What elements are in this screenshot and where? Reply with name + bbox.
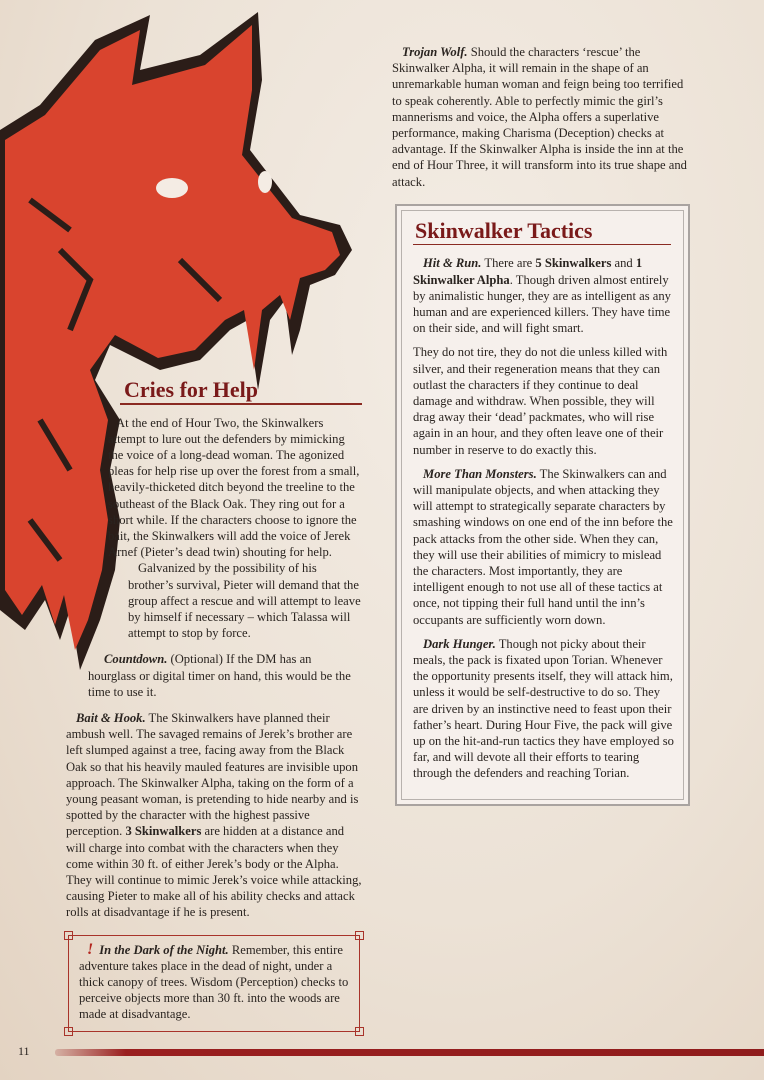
countdown-text: (Optional) If the DM has an hourglass or digital timer on hand, this would be the time to use it. xyxy=(88,652,351,699)
dark-hunger-paragraph xyxy=(413,636,674,782)
title-rule xyxy=(120,403,362,405)
page-number: 11 xyxy=(18,1044,30,1058)
trojan-wolf-text: Should the characters ‘rescue’ the Skinwalker Alpha, it will remain in the shape of an unremarkable human woman and feign being too terrified to speak coherently. Able to perfectly mimic the girl’s mannerisms and voice, the Alpha offers a superlative performance, making Charisma (Deception) checks at advantage. If the Skinwalker Alpha is inside the inn at the end of Hour Three, it will transform into its true shape and attack. xyxy=(392,45,687,189)
bait-text-b: are hidden at a distance and will charge into combat with the characters when they come within 30 ft. of either Jerek’s body or the Alpha. They will continue to mimic Jerek’s voice while attacking, causing Pieter to make all of his ability checks and attack rolls at disadvantage if he is present. xyxy=(66,824,362,920)
text: . Though driven almost entirely by animalistic hunger, they are as intelligent as any human and are experienced killers. They have time on their side, and will fight smart. xyxy=(413,272,671,336)
more-text: The Skinwalkers can and will manipulate objects, and when attacking they will attempt to strategically separate characters by smashing windows on one end of the inn before the pack attacks from the other side. When they can, they will use their abilities of mimicry to mislead the characters. Most importantly, they are intelligent enough to not use all of these tactics at once, not tipping their full hand until the inn’s occupants are sufficiently worn down. xyxy=(413,466,673,627)
box-corner xyxy=(64,931,73,940)
sidebar-title: Skinwalker Tactics xyxy=(415,217,593,243)
title-rule xyxy=(413,244,671,246)
text: There are xyxy=(481,256,536,271)
countdown-paragraph xyxy=(88,651,362,700)
countdown-lead: Countdown. xyxy=(104,652,168,667)
count-skinwalkers: 5 Skinwalkers xyxy=(535,256,612,271)
bait-lead: Bait & Hook. xyxy=(76,710,146,725)
trojan-wolf-lead: Trojan Wolf. xyxy=(402,45,468,59)
box-corner xyxy=(355,1027,364,1036)
count-alpha: 1 Skinwalker Alpha xyxy=(413,256,643,287)
bait-text-a: The Skinwalkers have planned their ambush well. The savaged remains of Jerek’s brother are left slumped against a tree, facing away from the Black Oak so that his heavily mauled features are invisible upon approach. The Skinwalker Alpha, taking on the form of a young peasant woman, is pretending to hide nearby and is spotted by the character with the highest passive perception. xyxy=(66,710,359,839)
dark-lead: Dark Hunger. xyxy=(423,636,496,651)
section-title-cries-for-help: Cries for Help xyxy=(124,377,259,402)
text: and xyxy=(611,256,636,271)
box-corner xyxy=(355,931,364,940)
more-than-monsters-paragraph xyxy=(413,466,674,628)
left-column xyxy=(66,377,362,1032)
regeneration-paragraph: They do not tire, they do not die unless killed with silver, and their regeneration means that they can outlast the characters if they continue to deal damage and withdraw. When possible, they will drag away their ‘dead’ packmates, who will rise again in an hour, and they often leave one of their number in reserve to do exactly this. xyxy=(413,345,668,457)
exclamation-icon: ! xyxy=(87,940,94,958)
bait-hook-paragraph xyxy=(66,710,362,921)
night-note-box xyxy=(68,935,360,1032)
trojan-wolf-paragraph xyxy=(392,44,692,190)
note-lead: In the Dark of the Night. xyxy=(99,942,229,957)
more-lead: More Than Monsters. xyxy=(423,466,537,481)
bait-bold: 3 Skinwalkers xyxy=(125,824,202,839)
hit-run-paragraph xyxy=(413,255,674,336)
hit-run-lead: Hit & Run. xyxy=(423,256,482,271)
skinwalker-tactics-sidebar xyxy=(395,204,690,806)
right-column xyxy=(392,44,692,806)
note-text: Remember, this entire adventure takes place in the dead of night, under a thick canopy of trees. Wisdom (Perception) checks to perceive objects more than 30 ft. into the woods are made at disadvantage. xyxy=(79,942,349,1022)
dark-text: Though not picky about their meals, the pack is fixated upon Torian. Whenever the opportunity presents itself, they will attack him, unless it would be self-destructive to do so. They are driven by an instinctive need to feast upon their father’s heart. During Hour Five, the pack will give up on the hit-and-run tactics they have employed so far, and will devote all their efforts to tearing through the defenders and reaching Torian. xyxy=(413,636,674,781)
box-corner xyxy=(64,1027,73,1036)
footer-brush-bar xyxy=(55,1049,764,1056)
cries-paragraph-1: At the end of Hour Two, the Skinwalkers attempt to lure out the defenders by mimicking the voice of a long-dead woman. The agonized pleas for help rise up over the forest from a small, heavily-thicketed ditch beyond the treeline to the southeast of the Black Oak. They ring out for a short while. If the characters choose to ignore the bait, the Skinwalkers will add the voice of Jerek Arnef (Pieter’s dead twin) shouting for help. xyxy=(108,415,360,560)
cries-paragraph-2: Galvanized by the possibility of his brother’s survival, Pieter will demand that the group affect a rescue and will attempt to leave by himself if necessary – which Talassa will attempt to stop by force. xyxy=(128,561,361,641)
